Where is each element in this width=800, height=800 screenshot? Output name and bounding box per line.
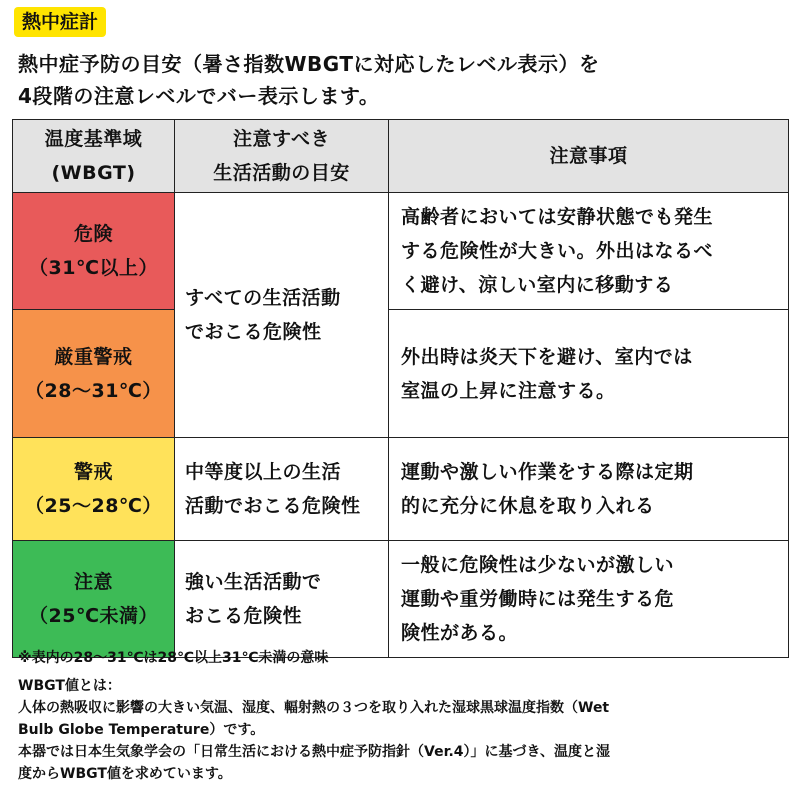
level-caution xyxy=(13,541,175,658)
header-col2-line1: 注意すべき xyxy=(232,128,331,150)
header-col2-line2: 生活活動の目安 xyxy=(213,162,350,184)
note-line: 的に充分に休息を取り入れる xyxy=(401,495,655,517)
note-danger xyxy=(389,193,789,310)
activity-line: 活動でおこる危険性 xyxy=(185,495,361,517)
footnote: ※表内の28～31℃は28℃以上31℃未満の意味 xyxy=(18,650,329,666)
note-line: 室温の上昇に注意する。 xyxy=(401,379,616,402)
note-line: 外出時は炎天下を避け、室内では xyxy=(401,345,693,368)
wbgt-desc-line: Bulb Globe Temperature）です。 xyxy=(18,722,265,738)
activity-caution xyxy=(175,541,389,658)
note-warning xyxy=(389,438,789,541)
activity-line: おこる危険性 xyxy=(185,605,303,627)
note-line: 高齢者においては安静状態でも発生 xyxy=(401,206,714,228)
intro-text xyxy=(18,48,788,112)
activity-line: 強い生活活動で xyxy=(185,571,322,593)
wbgt-desc-line: 度からWBGT値を求めています。 xyxy=(18,766,232,782)
note-severe-warning xyxy=(389,310,789,438)
activity-shared xyxy=(175,193,389,438)
wbgt-desc-line: 本器では日本生気象学会の「日常生活における熱中症予防指針（Ver.4）」に基づき、温度と湿 xyxy=(18,744,610,760)
note-caution xyxy=(389,541,789,658)
table-row-warning xyxy=(13,438,789,541)
intro-line-2: 4段階の注意レベルでバー表示します。 xyxy=(18,84,380,108)
level-range: （31℃以上） xyxy=(29,257,158,279)
table-row-caution xyxy=(13,541,789,658)
note-line: 険性がある。 xyxy=(401,622,519,644)
wbgt-title: WBGT値とは： xyxy=(18,678,121,694)
activity-line: 中等度以上の生活 xyxy=(185,461,342,483)
wbgt-description xyxy=(18,675,788,785)
header-temperature-range xyxy=(13,120,175,193)
note-line: する危険性が大きい。外出はなるべ xyxy=(401,240,714,262)
level-range: （25℃未満） xyxy=(29,605,158,627)
level-range: （28～31℃） xyxy=(25,379,162,402)
activity-warning xyxy=(175,438,389,541)
header-activity xyxy=(175,120,389,193)
level-label: 注意 xyxy=(73,571,113,593)
header-col1-line2: (WBGT) xyxy=(51,162,136,184)
note-line: 運動や重労働時には発生する危 xyxy=(401,588,675,610)
level-severe-warning xyxy=(13,310,175,438)
level-danger xyxy=(13,193,175,310)
table-row-severe-warning xyxy=(13,310,789,438)
wbgt-level-table xyxy=(12,119,789,658)
title-tag: 熱中症計 xyxy=(14,7,106,37)
note-line: 運動や激しい作業をする際は定期 xyxy=(401,461,694,483)
wbgt-desc-line: 人体の熱吸収に影響の大きい気温、湿度、輻射熱の３つを取り入れた湿球黒球温度指数（Wet xyxy=(18,700,610,716)
activity-line: すべての生活活動 xyxy=(185,287,341,309)
level-label: 危険 xyxy=(73,223,113,245)
note-line: 一般に危険性は少ないが激しい xyxy=(401,554,675,576)
intro-line-1: 熱中症予防の目安（暑さ指数WBGTに対応したレベル表示）を xyxy=(18,52,600,76)
activity-line: でおこる危険性 xyxy=(185,321,322,343)
level-label: 厳重警戒 xyxy=(54,345,133,368)
header-precautions: 注意事項 xyxy=(389,120,789,193)
table-row-danger xyxy=(13,193,789,310)
level-warning xyxy=(13,438,175,541)
table-header-row xyxy=(13,120,789,193)
header-col1-line1: 温度基準域 xyxy=(44,128,143,150)
level-label: 警戒 xyxy=(73,461,113,483)
note-line: く避け、涼しい室内に移動する xyxy=(401,274,674,296)
level-range: （25～28℃） xyxy=(25,495,162,517)
